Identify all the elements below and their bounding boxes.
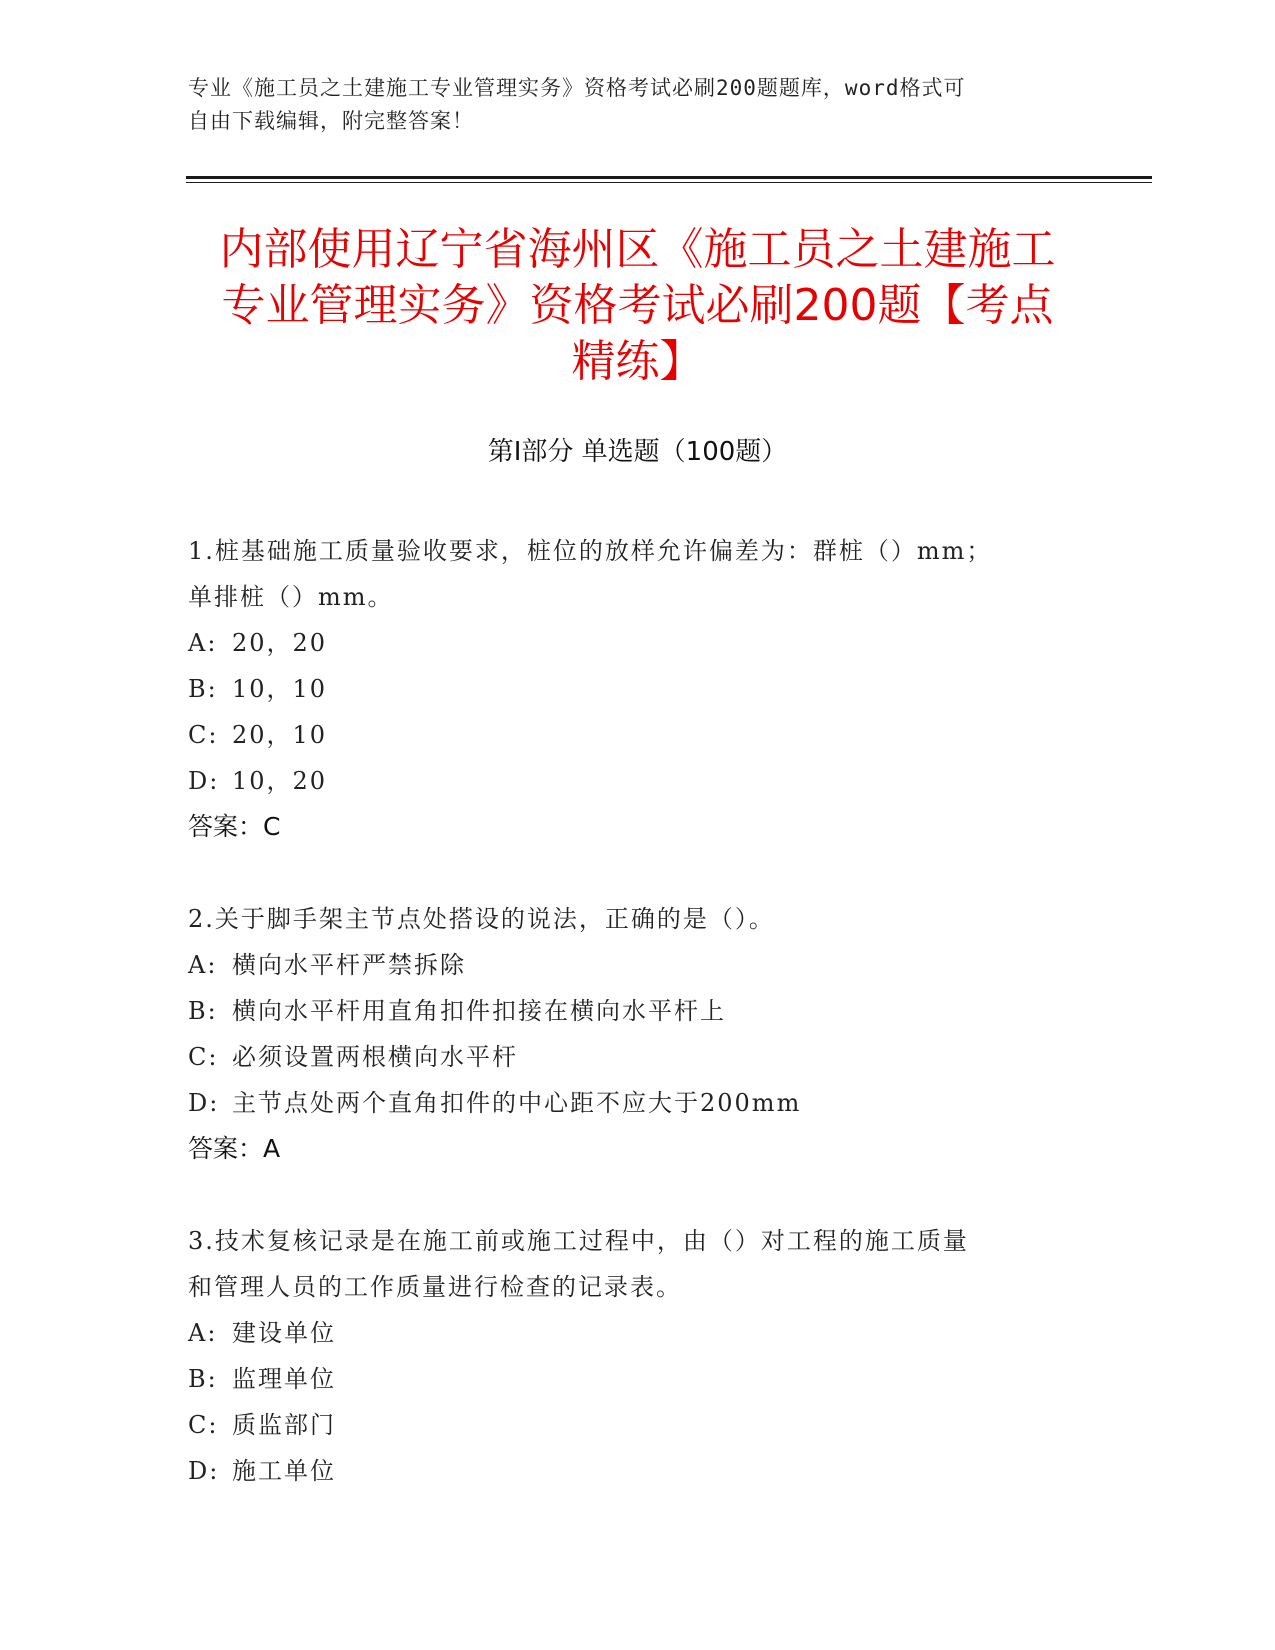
question-stem-continued: 和管理人员的工作质量进行检查的记录表。	[188, 1273, 682, 1301]
question-list	[188, 528, 1068, 1494]
option-b	[188, 988, 1068, 1034]
option-text: 20，10	[232, 721, 328, 749]
header-note-line-1: 专业《施工员之土建施工专业管理实务》资格考试必刷200题题库，word格式可	[188, 76, 966, 100]
answer-line: 答案：C	[188, 812, 281, 841]
option-c	[188, 1034, 1068, 1080]
option-text: 监理单位	[232, 1365, 336, 1393]
question-2	[188, 896, 1068, 1218]
option-c	[188, 1402, 1068, 1448]
option-key: B:	[188, 997, 218, 1025]
option-a	[188, 942, 1068, 988]
option-d	[188, 758, 1068, 804]
option-text: 横向水平杆严禁拆除	[232, 951, 466, 979]
document-title	[190, 222, 1085, 390]
option-c	[188, 712, 1068, 758]
question-stem-continued: 单排桩（）mm。	[188, 583, 394, 611]
question-stem: 1.桩基础施工质量验收要求，桩位的放样允许偏差为：群桩（）mm；	[188, 537, 993, 565]
option-key: A:	[188, 1319, 218, 1347]
option-text: 施工单位	[232, 1457, 336, 1485]
option-key: C:	[188, 1411, 219, 1439]
question-3	[188, 1218, 1068, 1494]
option-b	[188, 666, 1068, 712]
header-rule-thin	[186, 182, 1152, 183]
option-key: B:	[188, 675, 218, 703]
option-key: D:	[188, 1457, 220, 1485]
option-d	[188, 1448, 1068, 1494]
option-a	[188, 1310, 1068, 1356]
option-b	[188, 1356, 1068, 1402]
option-text: 横向水平杆用直角扣件扣接在横向水平杆上	[232, 997, 726, 1025]
option-a	[188, 620, 1068, 666]
option-text: 20，20	[232, 629, 328, 657]
option-text: 10，10	[232, 675, 328, 703]
option-text: 必须设置两根横向水平杆	[232, 1043, 518, 1071]
header-rule-thick	[186, 176, 1152, 179]
question-stem: 2.关于脚手架主节点处搭设的说法，正确的是（）。	[188, 905, 775, 933]
question-spacer	[188, 1172, 1068, 1218]
answer-line: 答案：A	[188, 1134, 281, 1163]
option-d	[188, 1080, 1068, 1126]
document-title-line-1: 内部使用辽宁省海州区《施工员之土建施工	[219, 224, 1056, 275]
option-key: C:	[188, 721, 219, 749]
document-title-line-3: 精练】	[571, 336, 704, 387]
question-1	[188, 528, 1068, 896]
option-text: 质监部门	[232, 1411, 336, 1439]
option-key: D:	[188, 1089, 220, 1117]
option-text: 建设单位	[232, 1319, 336, 1347]
option-key: A:	[188, 629, 218, 657]
option-text: 主节点处两个直角扣件的中心距不应大于200mm	[232, 1089, 802, 1117]
document-title-line-2: 专业管理实务》资格考试必刷200题【考点	[221, 280, 1054, 331]
option-key: A:	[188, 951, 218, 979]
header-note	[188, 72, 1088, 138]
option-key: C:	[188, 1043, 219, 1071]
option-text: 10，20	[232, 767, 328, 795]
section-title: 第Ⅰ部分 单选题（100题）	[487, 437, 788, 467]
header-note-line-2: 自由下载编辑，附完整答案！	[188, 109, 474, 133]
option-key: D:	[188, 767, 220, 795]
option-key: B:	[188, 1365, 218, 1393]
question-stem: 3.技术复核记录是在施工前或施工过程中，由（）对工程的施工质量	[188, 1227, 969, 1255]
question-spacer	[188, 850, 1068, 896]
